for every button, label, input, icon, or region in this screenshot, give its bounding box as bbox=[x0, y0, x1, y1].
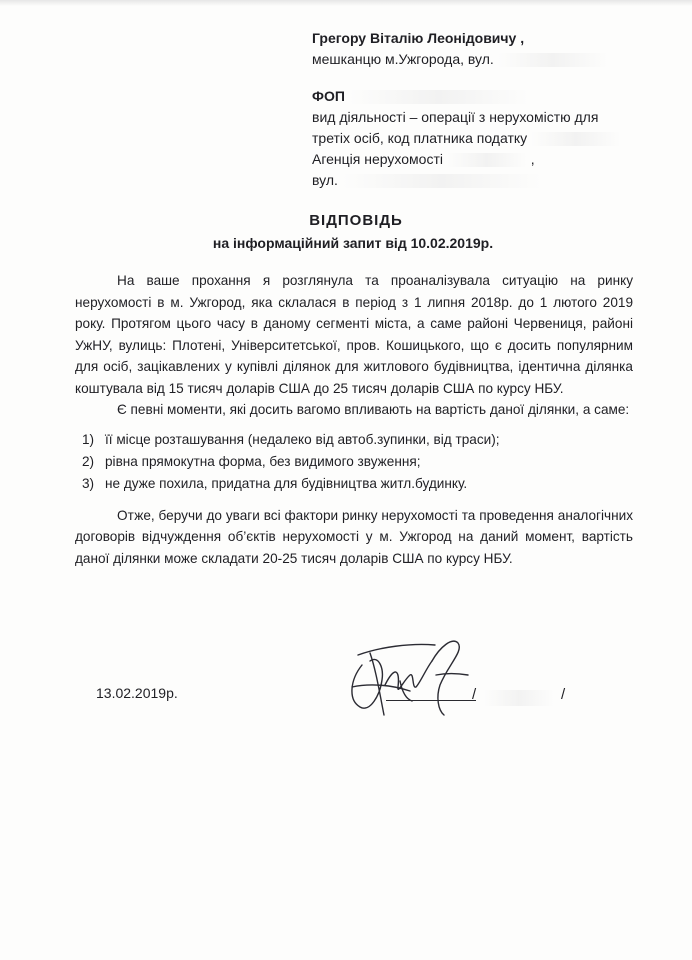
redacted-fop-name bbox=[349, 90, 529, 104]
agency-text: Агенція нерухомості bbox=[312, 151, 443, 167]
agency-line bbox=[312, 149, 672, 170]
heading-block bbox=[0, 212, 692, 251]
list-item bbox=[75, 473, 633, 495]
agency-comma: , bbox=[530, 151, 535, 167]
name-bracket-close: / bbox=[561, 686, 566, 703]
list-item-text: не дуже похила, придатна для будівництва житл.будинку. bbox=[105, 475, 468, 491]
signature-underline bbox=[386, 700, 476, 701]
list-item-number: 2) bbox=[82, 453, 95, 469]
addressee-address-text: мешканцю м.Ужгорода, вул. bbox=[312, 51, 494, 67]
tax-code-text: третіх осіб, код платника податку bbox=[312, 130, 528, 146]
activity-text: вид діяльності – операції з нерухомістю для bbox=[312, 109, 599, 125]
redacted-tax-code bbox=[531, 132, 621, 146]
handwritten-signature bbox=[340, 625, 490, 720]
addressee-name-text: Грегору Віталію Леонідовичу , bbox=[312, 30, 525, 46]
agency-street-line bbox=[312, 170, 672, 191]
redacted-signatory-name bbox=[484, 690, 554, 706]
fop-line bbox=[312, 86, 672, 107]
tax-code-line bbox=[312, 128, 672, 149]
letter-body bbox=[75, 270, 633, 569]
factors-list bbox=[75, 429, 633, 495]
redacted-street bbox=[498, 53, 608, 67]
list-item-text: її місце розташування (недалеко від автоб.зупинки, від траси); bbox=[105, 431, 500, 447]
redacted-agency-street bbox=[342, 174, 542, 188]
signature-date: 13.02.2019р. bbox=[96, 685, 178, 701]
list-item-number: 3) bbox=[82, 475, 95, 491]
paragraph-2: Є певні моменти, які досить вагомо впливають на вартість даної ділянки, а саме: bbox=[117, 402, 630, 417]
name-bracket-open: / bbox=[472, 686, 477, 703]
activity-line bbox=[312, 107, 672, 128]
addressee-name bbox=[312, 28, 672, 49]
paragraph-3: Отже, беручи до уваги всі фактори ринку нерухомості та проведення аналогічних договорів відчуждення об’єктів нерухомості у м. Ужгород на даний момент, вартість даної ділянки може складати 20-25 тисяч доларів США по курсу НБУ. bbox=[75, 507, 633, 566]
list-item bbox=[75, 429, 633, 451]
document-title: ВІДПОВІДЬ bbox=[309, 212, 403, 229]
agency-street-text: вул. bbox=[312, 172, 338, 188]
fop-label: ФОП bbox=[312, 88, 345, 104]
document-subtitle: на інформаційний запит від 10.02.2019р. bbox=[212, 235, 494, 251]
addressee-block bbox=[312, 28, 672, 191]
paragraph-1: На ваше прохання я розглянула та проаналізувала ситуацію на ринку нерухомості в м. Ужгород, яка склалася в період з 1 липня 2018р. до 1 лютого 2019 року. Протягом цього часу в даному сегменті міста, а саме районі Червениця, районі УжНУ, вулиць: Плотені, Університетської, пров. Кошицького, що є досить популярним для осіб, зацікавлених у купівлі ділянок для житлового будівництва, ідентична ділянка коштувала від 15 тисяч доларів США до 25 тисяч доларів США по курсу НБУ. bbox=[75, 273, 633, 396]
list-item-text: рівна прямокутна форма, без видимого звуження; bbox=[105, 453, 421, 469]
list-item bbox=[75, 451, 633, 473]
redacted-agency-name bbox=[447, 153, 527, 167]
addressee-address bbox=[312, 49, 672, 70]
list-item-number: 1) bbox=[82, 431, 95, 447]
